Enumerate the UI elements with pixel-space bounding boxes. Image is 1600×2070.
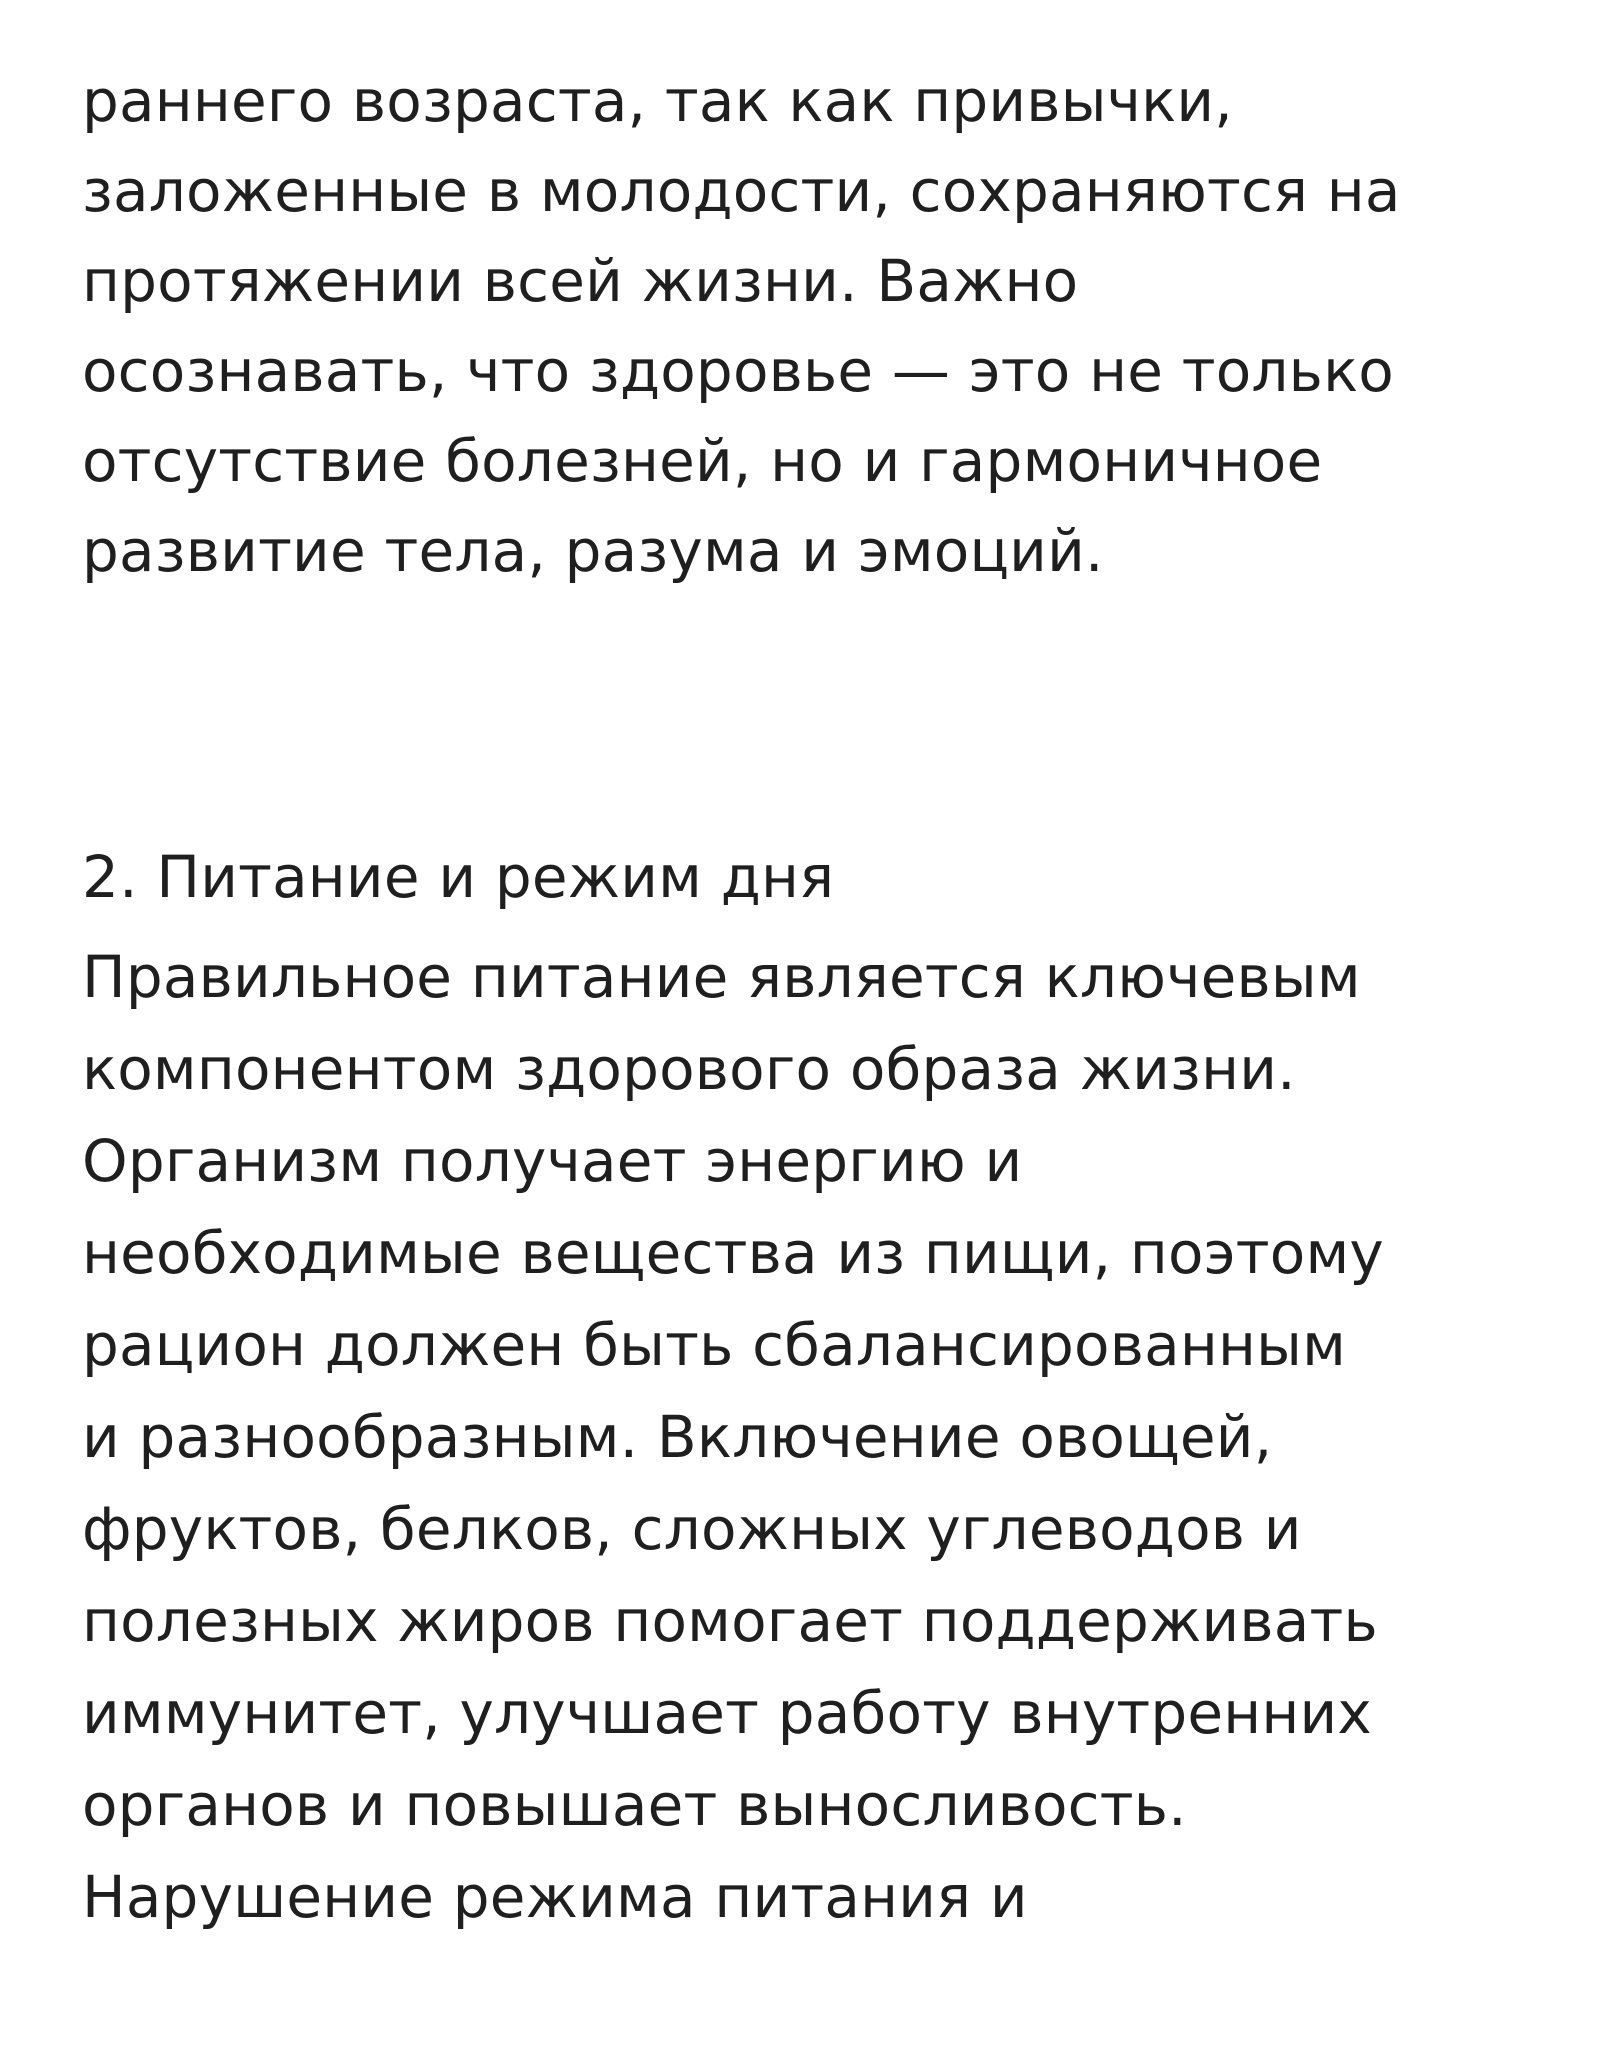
text-line: отсутствие болезней, но и гармоничное — [82, 427, 1323, 495]
text-line: полезных жиров помогает поддерживать — [82, 1587, 1378, 1655]
text-line: иммунитет, улучшает работу внутренних — [82, 1679, 1372, 1747]
text-line: протяжении всей жизни. Важно — [82, 247, 1079, 315]
text-line: фруктов, белков, сложных углеводов и — [82, 1495, 1302, 1563]
text-line: рацион должен быть сбалансированным — [82, 1311, 1347, 1379]
text-line: раннего возраста, так как привычки, — [82, 67, 1233, 135]
text-line: заложенные в молодости, сохраняются на — [82, 157, 1401, 225]
text-line: Нарушение режима питания и — [82, 1863, 1028, 1931]
text-line: необходимые вещества из пищи, поэтому — [82, 1219, 1384, 1287]
text-line: и разнообразным. Включение овощей, — [82, 1403, 1273, 1471]
text-line: компонентом здорового образа жизни. — [82, 1035, 1296, 1103]
text-line: развитие тела, разума и эмоций. — [82, 517, 1104, 585]
text-line: Правильное питание является ключевым — [82, 943, 1361, 1011]
text-line: органов и повышает выносливость. — [82, 1771, 1187, 1839]
text-line: Организм получает энергию и — [82, 1127, 1023, 1195]
text-line: осознавать, что здоровье — это не только — [82, 337, 1394, 405]
section-heading: 2. Питание и режим дня — [82, 843, 835, 911]
